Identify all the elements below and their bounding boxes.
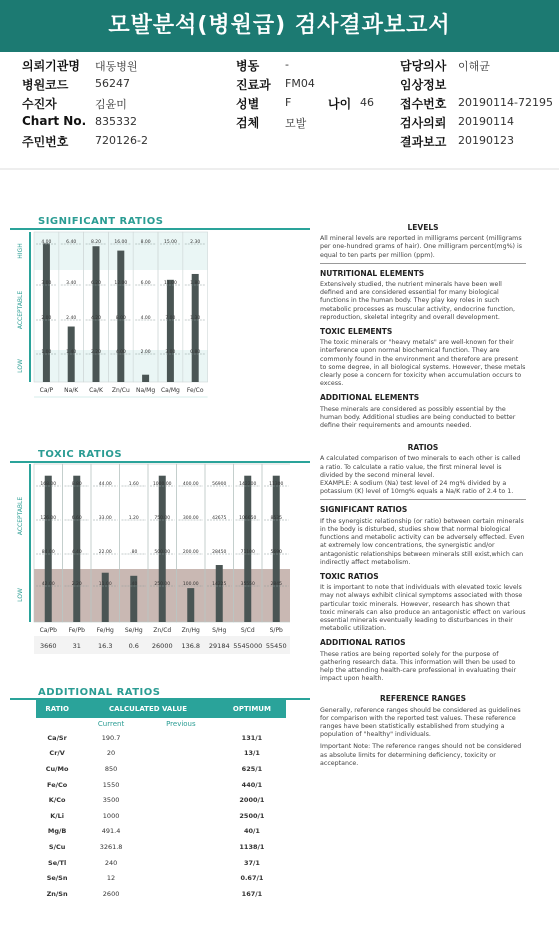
tox-zone-label: LOW — [17, 588, 24, 602]
sig-tick-label: 3.40 — [66, 281, 77, 286]
tox-bar — [216, 565, 223, 622]
sig-tick-label: 2.40 — [66, 316, 77, 321]
tox-column-value: 16.3 — [98, 642, 113, 650]
tox-column-name: S/Cd — [240, 627, 255, 634]
tox-bar — [273, 476, 280, 622]
tox-column-name: S/Hg — [212, 627, 227, 634]
additional-ratio-current: 1000 — [102, 811, 120, 820]
age-label: 나이 — [328, 97, 352, 111]
additional-ratio-current: 491.4 — [101, 827, 121, 836]
sig-column-name: Ca/P — [39, 387, 54, 394]
tox-tick-label: 2.20 — [71, 582, 82, 587]
tox-bar — [102, 573, 109, 622]
sample-label: 검체 — [236, 116, 260, 130]
tox-tick-label: 14225 — [212, 582, 227, 587]
tox-tick-label: 1.20 — [128, 516, 139, 521]
tox-column-value: 31 — [72, 642, 81, 650]
tox-bar — [73, 476, 80, 622]
additional-ratio-ratio: K/Co — [48, 796, 66, 805]
ratios-heading: RATIOS — [407, 443, 439, 453]
additional-ratio-previous — [144, 808, 218, 824]
tox-tick-label: 11300 — [269, 482, 284, 487]
additional-ratio-current: 190.7 — [101, 733, 121, 742]
tox-tick-label: 11.00 — [98, 582, 112, 587]
additional-ratio-previous — [144, 839, 218, 855]
ward-value: - — [285, 58, 289, 71]
additional-ratios-table — [36, 700, 286, 902]
doctor-value: 이해균 — [458, 60, 490, 73]
additional-ratio-optimum: 2500/1 — [239, 811, 265, 820]
dept-value: FM04 — [285, 77, 315, 90]
additional-heading: ADDITIONAL ELEMENTS — [320, 393, 420, 403]
additional-ratio-row — [36, 839, 286, 855]
report-title: 모발분석(병원급) 검사결과보고서 — [0, 0, 559, 52]
additional-ratio-optimum: 0.67/1 — [240, 874, 264, 883]
additional-ratio-ratio: Se/Tl — [48, 858, 67, 867]
receiver-label: 수진자 — [22, 97, 57, 111]
additional-ratio-row — [36, 870, 286, 886]
tox-column-name: Se/Hg — [124, 627, 143, 634]
sig-bar — [90, 246, 102, 382]
chart-value: 835332 — [95, 115, 137, 128]
additional-ratio-current: 3500 — [102, 796, 120, 805]
additional-ratios-title: ADDITIONAL RATIOS — [38, 687, 161, 698]
tox-column-name: S/Pb — [269, 627, 283, 634]
tox-bar — [187, 588, 194, 622]
receiver-value: 김윤미 — [95, 98, 127, 111]
tox-tick-label: 750.00 — [154, 516, 171, 521]
tox-tick-label: .40 — [130, 582, 138, 587]
sample-value: 모발 — [285, 117, 307, 130]
request-value: 20190114 — [458, 115, 514, 128]
patient-info — [0, 54, 559, 154]
sig-bar — [43, 243, 50, 382]
ratios-example: EXAMPLE: A sodium (Na) test level of 24 mg% divided by a potassium (K) level of 10mg% equals a Na/K ratio of 2.4 to 1. — [320, 480, 514, 496]
tox-tick-label: 1.60 — [128, 482, 139, 487]
additional-ratio-previous — [144, 792, 218, 808]
additional-ratio-ratio: Se/Sn — [46, 874, 68, 883]
nutritional-text: Extensively studied, the nutrient minerals have been well defined and are considered essential for many biological functions in the human body. They play key roles in such metabolic processes as muscular activity, endocrine function, reproduction, skeletal integrity and overall development. — [320, 281, 516, 321]
nutritional-heading: NUTRITIONAL ELEMENTS — [320, 268, 425, 278]
dept-label: 진료과 — [236, 78, 271, 92]
additional-ratio-row — [36, 746, 286, 762]
chart-label: Chart No. — [22, 114, 87, 128]
additional-ratio-ratio: Zn/Sn — [46, 889, 68, 898]
additional-ratio-optimum: 131/1 — [241, 733, 263, 742]
additional-ratio-row — [36, 730, 286, 746]
additional-ratios-heading: ADDITIONAL RATIOS — [320, 638, 406, 648]
additional-ratio-previous — [144, 730, 218, 746]
additional-ratio-ratio: Cr/V — [49, 749, 65, 758]
additional-ratio-row — [36, 824, 286, 840]
ratios-text: A calculated comparison of two minerals to each other is called a ratio. To calculate a ratio value, the first mineral level is divided by the second mineral level. — [320, 455, 521, 479]
toxic-ratios-text: It is important to note that individuals with elevated toxic levels may not always exhibit clinical symptoms associated with those particular toxic minerals. However, research has shown that toxic minerals can also produce an antagonistic effect on various essential minerals eventually leading to disturbances in their metabolic utilization. — [320, 584, 526, 633]
tox-tick-label: 2845 — [270, 582, 282, 587]
tox-tick-label: 44.00 — [98, 482, 112, 487]
tox-tick-label: 200.00 — [182, 550, 199, 555]
optimum-header: OPTIMUM — [218, 700, 286, 718]
sig-bar — [192, 274, 199, 382]
age-value: 46 — [360, 96, 374, 109]
additional-ratio-row — [36, 761, 286, 777]
reception-label: 접수번호 — [400, 97, 447, 111]
additional-ratio-ratio: Fe/Co — [47, 780, 68, 789]
additional-ratio-previous — [144, 855, 218, 871]
additional-ratio-previous — [144, 761, 218, 777]
sex-value: F — [285, 96, 292, 109]
code-value: 56247 — [95, 77, 130, 90]
resident-label: 주민번호 — [22, 135, 69, 149]
tox-tick-label: 35550 — [240, 582, 255, 587]
reception-value: 20190114-72195 — [458, 96, 553, 109]
hospital-label: 의뢰기관명 — [22, 59, 80, 73]
sig-bar — [142, 375, 149, 382]
sig-tick-label: 4.20 — [90, 316, 102, 321]
significant-ratios-chart — [10, 230, 210, 398]
additional-ratio-current: 3261.8 — [99, 842, 123, 851]
tox-column-name: Ca/Pb — [39, 627, 57, 634]
sig-column-name: Zn/Cu — [111, 387, 130, 394]
tox-column-value: 0.6 — [128, 642, 139, 650]
sig-tick-label: 6.40 — [66, 240, 77, 245]
tox-bar — [244, 476, 251, 622]
tox-tick-label: 168.00 — [40, 482, 57, 487]
tox-column-name: Fe/Hg — [96, 627, 114, 634]
additional-ratio-optimum: 167/1 — [241, 889, 263, 898]
request-label: 검사의뢰 — [400, 116, 447, 130]
sig-column-name: Na/K — [64, 387, 79, 394]
additional-ratio-optimum: 37/1 — [243, 858, 260, 867]
sig-tick-label: 8.00 — [115, 316, 126, 321]
current-subheader: Current — [97, 720, 125, 728]
additional-ratio-current: 12 — [106, 874, 116, 883]
additional-ratio-ratio: S/Cu — [48, 842, 66, 851]
sig-tick-label: 1.30 — [190, 316, 201, 321]
sig-tick-label: 7.00 — [165, 316, 176, 321]
sig-zone-label: ACCEPTABLE — [17, 290, 24, 330]
tox-tick-label: 100.00 — [182, 582, 199, 587]
tox-tick-label: 4.40 — [71, 550, 82, 555]
levels-text: All mineral levels are reported in milligrams percent (milligrams per one-hundred grams of hair). One milligram percent(mg%) is equal to ten parts per million (ppm). — [320, 235, 523, 259]
ward-label: 병동 — [236, 59, 260, 73]
additional-ratio-ratio: K/Li — [50, 811, 64, 820]
additional-ratio-current: 2600 — [102, 889, 120, 898]
report-date-value: 20190123 — [458, 134, 514, 147]
tox-tick-label: 142200 — [239, 482, 257, 487]
significant-heading: SIGNIFICANT RATIOS — [320, 505, 408, 515]
sig-tick-label: 1.00 — [41, 350, 52, 355]
reference-heading: REFERENCE RANGES — [379, 694, 467, 704]
previous-subheader: Previous — [166, 720, 196, 728]
reference-text: Generally, reference ranges should be considered as guidelines for comparison with the reported test values. These reference ranges have been statistically established from studying a population of "healthy" individuals. — [320, 706, 521, 739]
additional-ratio-row — [36, 792, 286, 808]
additional-ratio-row — [36, 777, 286, 793]
sig-tick-label: 8.20 — [90, 240, 102, 245]
additional-ratio-current: 20 — [106, 749, 116, 758]
tox-tick-label: 56900 — [212, 482, 227, 487]
hospital-value: 대동병원 — [95, 60, 138, 73]
sig-bar — [167, 280, 174, 382]
tox-tick-label: 1000.00 — [152, 482, 172, 487]
additional-ratio-ratio: Mg/B — [47, 827, 67, 836]
sig-tick-label: 2.00 — [41, 316, 52, 321]
reference-note: Important Note: The reference ranges should not be considered as absolute limits for determining deficiency, toxicity or acceptance. — [320, 743, 522, 767]
tox-tick-label: 22.00 — [98, 550, 112, 555]
explanation-column — [320, 218, 526, 768]
additional-ratio-row — [36, 855, 286, 871]
toxic-ratios-chart — [10, 462, 290, 662]
tox-tick-label: 6.60 — [71, 516, 82, 521]
additional-ratio-ratio: Cu/Mo — [45, 764, 69, 773]
tox-column-name: Zn/Hg — [181, 627, 200, 634]
tox-tick-label: 42.00 — [41, 582, 55, 587]
tox-tick-label: 500.00 — [154, 550, 171, 555]
sig-tick-label: 2.20 — [90, 350, 102, 355]
tox-tick-label: 71100 — [240, 550, 255, 555]
sig-tick-label: 1.80 — [190, 281, 201, 286]
toxic-ratios-title: TOXIC RATIOS — [38, 449, 123, 460]
sig-zone-label: LOW — [17, 359, 24, 373]
tox-zone-label: ACCEPTABLE — [17, 496, 24, 536]
tox-tick-label: 5690 — [270, 550, 282, 555]
sig-tick-label: 4.00 — [140, 316, 151, 321]
tox-column-value: 26000 — [151, 642, 173, 650]
tox-tick-label: 28450 — [212, 550, 227, 555]
additional-ratio-previous — [144, 824, 218, 840]
sig-column-name: Fe/Co — [186, 387, 204, 394]
tox-bar — [159, 476, 166, 622]
toxic-heading: TOXIC ELEMENTS — [320, 327, 393, 337]
sig-column-name: Ca/K — [89, 387, 103, 394]
resident-value: 720126-2 — [95, 134, 148, 147]
tox-column-value: 29184 — [208, 642, 230, 650]
sig-tick-label: 1.40 — [66, 350, 77, 355]
tox-tick-label: 126.00 — [40, 516, 57, 521]
code-label: 병원코드 — [22, 78, 69, 92]
tox-column-value: 136.8 — [181, 642, 201, 650]
additional-ratio-previous — [144, 777, 218, 793]
additional-ratio-current: 240 — [104, 858, 118, 867]
tox-tick-label: 250.00 — [154, 582, 171, 587]
additional-ratio-ratio: Ca/Sr — [47, 733, 67, 742]
levels-heading: LEVELS — [407, 223, 439, 232]
tox-tick-label: 33.00 — [98, 516, 112, 521]
sig-tick-label: 11.00 — [163, 281, 177, 286]
tox-tick-label: 8535 — [270, 516, 282, 521]
tox-tick-label: 84.00 — [41, 550, 55, 555]
sig-tick-label: 6.20 — [90, 281, 102, 286]
tox-tick-label: 106650 — [239, 516, 257, 521]
tox-column-value: 5545000 — [233, 642, 263, 650]
tox-tick-label: 8.80 — [71, 482, 82, 487]
sig-value-row — [34, 396, 208, 398]
significant-ratios-title: SIGNIFICANT RATIOS — [38, 216, 164, 227]
tox-column-value: 3660 — [39, 642, 57, 650]
sig-tick-label: 6.00 — [140, 281, 151, 286]
additional-ratio-optimum: 13/1 — [243, 749, 260, 758]
ratio-header: RATIO — [36, 700, 78, 718]
doctor-label: 담당의사 — [400, 59, 447, 73]
tox-column-name: Zn/Cd — [153, 627, 172, 634]
sig-column-name: Ca/Mg — [160, 387, 180, 394]
significant-text: If the synergistic relationship (or ratio) between certain minerals in the body is disturbed, studies show that normal biological functions and metabolic activity can be adversely effected. Even at extremely low concentrations, the synergistic and/or antagonistic relationships between minerals still exist,which can indirectly affect metabolism. — [320, 517, 525, 566]
sig-tick-label: 3.00 — [41, 281, 52, 286]
sig-tick-label: 8.00 — [140, 240, 151, 245]
sig-tick-label: 2.00 — [140, 350, 151, 355]
additional-ratio-previous — [144, 886, 218, 902]
sig-tick-label: 4.00 — [41, 240, 52, 245]
additional-ratio-optimum: 440/1 — [241, 780, 263, 789]
tox-tick-label: 42675 — [212, 516, 227, 521]
separator — [0, 168, 559, 170]
additional-ratio-optimum: 625/1 — [241, 764, 263, 773]
sig-tick-label: 0.80 — [190, 350, 201, 355]
tox-column-value: 55450 — [265, 642, 287, 650]
additional-ratio-current: 1550 — [102, 780, 120, 789]
sig-tick-label: 16.00 — [114, 240, 128, 245]
additional-ratio-current: 850 — [104, 764, 118, 773]
report-date-label: 결과보고 — [400, 135, 447, 149]
toxic-ratios-heading: TOXIC RATIOS — [320, 571, 379, 581]
additional-ratio-row — [36, 886, 286, 902]
clinical-label: 임상정보 — [400, 78, 447, 92]
sig-tick-label: 12.00 — [114, 281, 128, 286]
additional-ratio-optimum: 1138/1 — [239, 842, 265, 851]
calculated-header: CALCULATED VALUE — [78, 700, 218, 718]
sig-tick-label: 2.30 — [190, 240, 201, 245]
tox-tick-label: 300.00 — [182, 516, 199, 521]
tox-tick-label: 400.00 — [182, 482, 199, 487]
additional-text: These minerals are considered as possibly essential by the human body. Additional studies are being conducted to better define their requirements and amounts needed. — [320, 405, 516, 430]
additional-ratio-optimum: 40/1 — [243, 827, 260, 836]
sig-zone-label: HIGH — [17, 243, 24, 259]
sig-tick-label: 3.00 — [165, 350, 176, 355]
additional-ratio-previous — [144, 870, 218, 886]
sig-tick-label: 15.00 — [163, 240, 177, 245]
tox-tick-label: .80 — [130, 550, 138, 555]
additional-ratios-text: These ratios are being reported solely for the purpose of gathering research data. This information will then be used to help the attending health-care professional in evaluating their impact upon health. — [320, 650, 517, 683]
sex-label: 성별 — [236, 97, 260, 111]
sig-tick-label: 4.00 — [115, 350, 126, 355]
additional-ratio-row — [36, 808, 286, 824]
sig-column-name: Na/Mg — [136, 387, 156, 394]
additional-ratio-optimum: 2000/1 — [239, 796, 265, 805]
tox-bar — [45, 476, 52, 622]
additional-ratio-previous — [144, 746, 218, 762]
toxic-text: The toxic minerals or "heavy metals" are well-known for their interference upon normal biochemical function. They are commonly found in the environment and therefore are present to some degree, in all biological systems. However, these metals clearly pose a concern for toxicity when accumulation occurs to excess. — [320, 339, 526, 388]
tox-column-name: Fe/Pb — [68, 627, 85, 634]
